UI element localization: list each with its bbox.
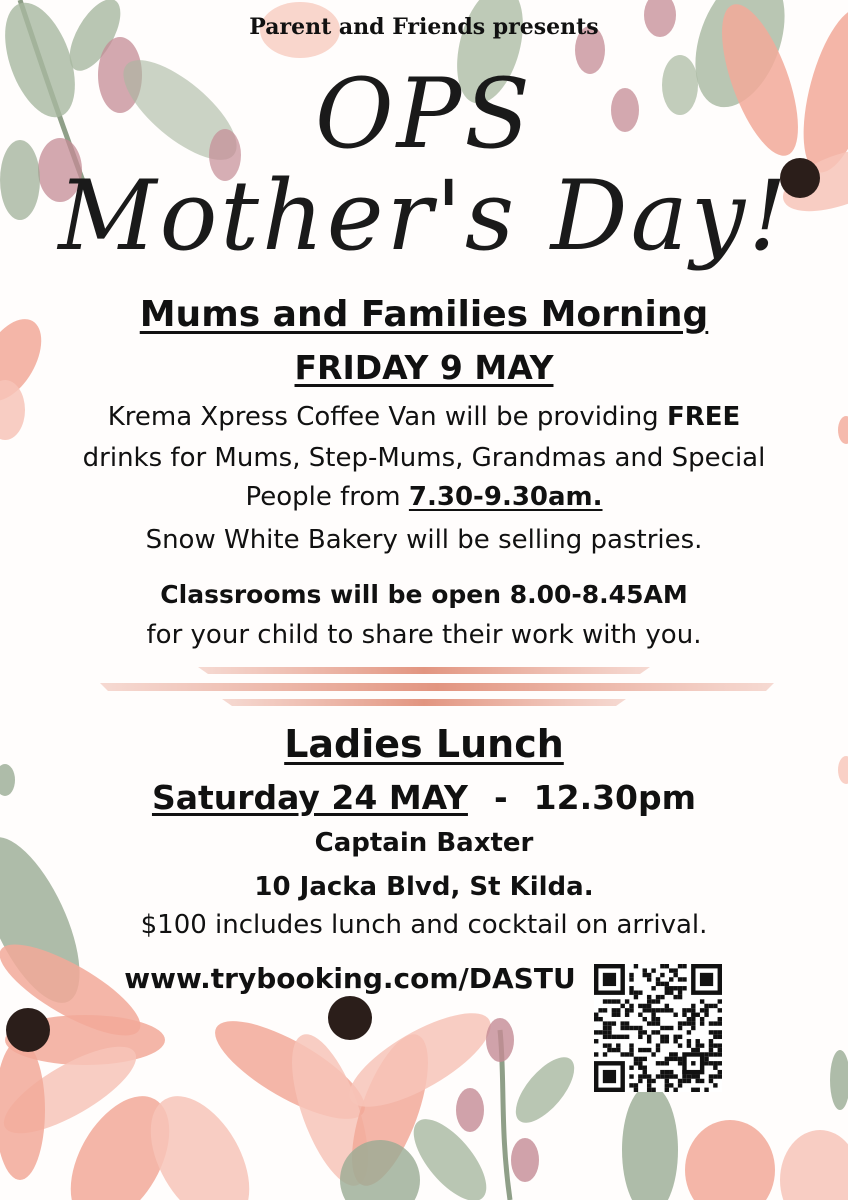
title-line-1: OPS xyxy=(314,58,534,170)
booking-url[interactable]: www.trybooking.com/DASTU xyxy=(124,962,576,995)
lunch-time: 12.30pm xyxy=(533,778,697,817)
morning-line-3-text: People from xyxy=(245,482,409,512)
morning-line-1 xyxy=(0,402,848,432)
morning-line-4: Snow White Bakery will be selling pastries. xyxy=(145,525,703,555)
classrooms-open: Classrooms will be open 8.00-8.45AM xyxy=(160,580,688,609)
morning-heading: Mums and Families Morning xyxy=(139,294,709,335)
classrooms-sub: for your child to share their work with you. xyxy=(146,620,702,650)
lunch-address: 10 Jacka Blvd, St Kilda. xyxy=(254,872,594,902)
lunch-heading: Ladies Lunch xyxy=(284,722,564,766)
title-line-2: Mother's Day! xyxy=(58,160,790,272)
lunch-date-time xyxy=(0,778,848,817)
lunch-date: Saturday 24 MAY xyxy=(151,778,468,817)
qr-code[interactable] xyxy=(594,964,722,1092)
morning-line-2: drinks for Mums, Step-Mums, Grandmas and Special xyxy=(82,443,766,473)
lunch-venue: Captain Baxter xyxy=(314,828,534,858)
morning-date: FRIDAY 9 MAY xyxy=(294,348,554,387)
coffee-time: 7.30-9.30am. xyxy=(408,482,603,512)
divider xyxy=(100,667,774,706)
free-emphasis: FREE xyxy=(666,402,741,432)
presenter-text: Parent and Friends presents xyxy=(249,14,599,40)
lunch-price: $100 includes lunch and cocktail on arrival. xyxy=(140,910,708,940)
lunch-separator: - xyxy=(493,778,508,817)
morning-line-3 xyxy=(0,482,848,512)
morning-line-1-text: Krema Xpress Coffee Van will be providing xyxy=(107,402,667,432)
